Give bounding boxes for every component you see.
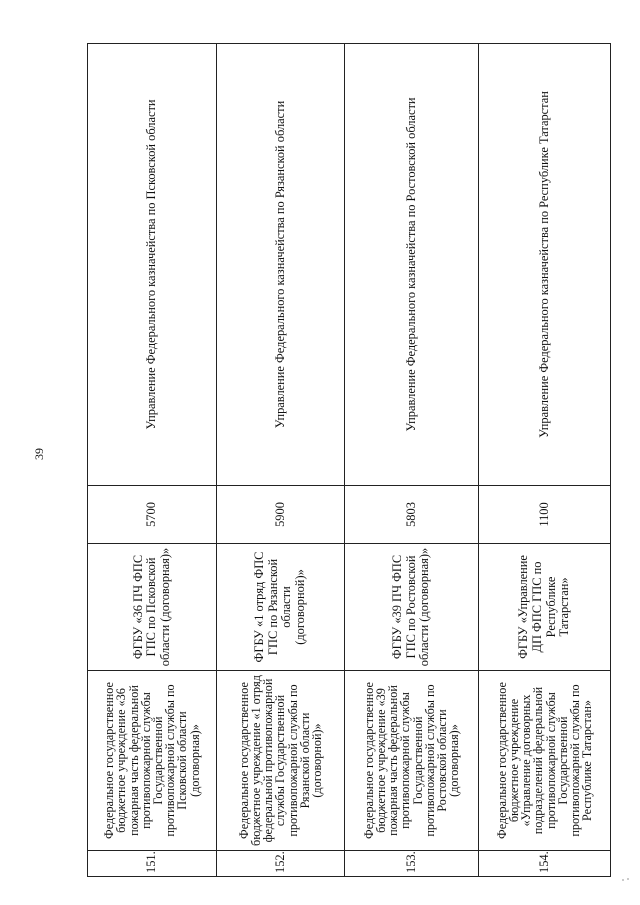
table-row [88, 44, 216, 877]
treasury-office: Управление Федерального казначейства по Ростовской области [345, 44, 479, 486]
institution-full-name: Федеральное государственное бюджетное учреждение «39 пожарная часть федеральной противопожарной службы Государственной противопожарной службы по Ростовской области (договорная)» [345, 671, 479, 851]
document-sheet [85, 44, 611, 877]
organizations-table [85, 43, 611, 877]
institution-short-name: ФГБУ «Управление ДП ФПС ГПС по Республике Татарстан» [479, 544, 611, 671]
table-row [345, 44, 479, 877]
institution-full-name: Федеральное государственное бюджетное учреждение «1 отряд федеральной противопожарной службы Государственной противопожарной службы по Рязанской области (договорной)» [216, 671, 344, 851]
institution-full-name: Федеральное государственное бюджетное учреждение «36 пожарная часть федеральной противопожарной службы Государственной противопожарной службы по Псковской области (договорная)» [88, 671, 216, 851]
treasury-office: Управление Федерального казначейства по Псковской области [88, 44, 216, 486]
row-number: 152. [216, 851, 344, 877]
treasury-office: Управление Федерального казначейства по Рязанской области [216, 44, 344, 486]
table-row [479, 44, 611, 877]
institution-code: 5803 [345, 486, 479, 544]
institution-short-name: ФГБУ «39 ПЧ ФПС ГПС по Ростовской области (договорная)» [345, 544, 479, 671]
row-number: 154. [479, 851, 611, 877]
institution-code: 5700 [88, 486, 216, 544]
treasury-office: Управление Федерального казначейства по Республике Татарстан [479, 44, 611, 486]
institution-full-name: Федеральное государственное бюджетное учреждение «Управление договорных подразделений федеральной противопожарной службы Государственной противопожарной службы по Республике Татарстан» [479, 671, 611, 851]
institution-short-name: ФГБУ «1 отряд ФПС ГПС по Рязанской области (договорной)» [216, 544, 344, 671]
institution-short-name: ФГБУ «36 ПЧ ФПС ГПС по Псковской области (договорная)» [88, 544, 216, 671]
row-number: 153. [345, 851, 479, 877]
institution-code: 1100 [479, 486, 611, 544]
page-number: 39 [32, 448, 46, 460]
table-row [216, 44, 344, 877]
row-number: 151. [88, 851, 216, 877]
institution-code: 5900 [216, 486, 344, 544]
scan-speck [622, 878, 632, 882]
